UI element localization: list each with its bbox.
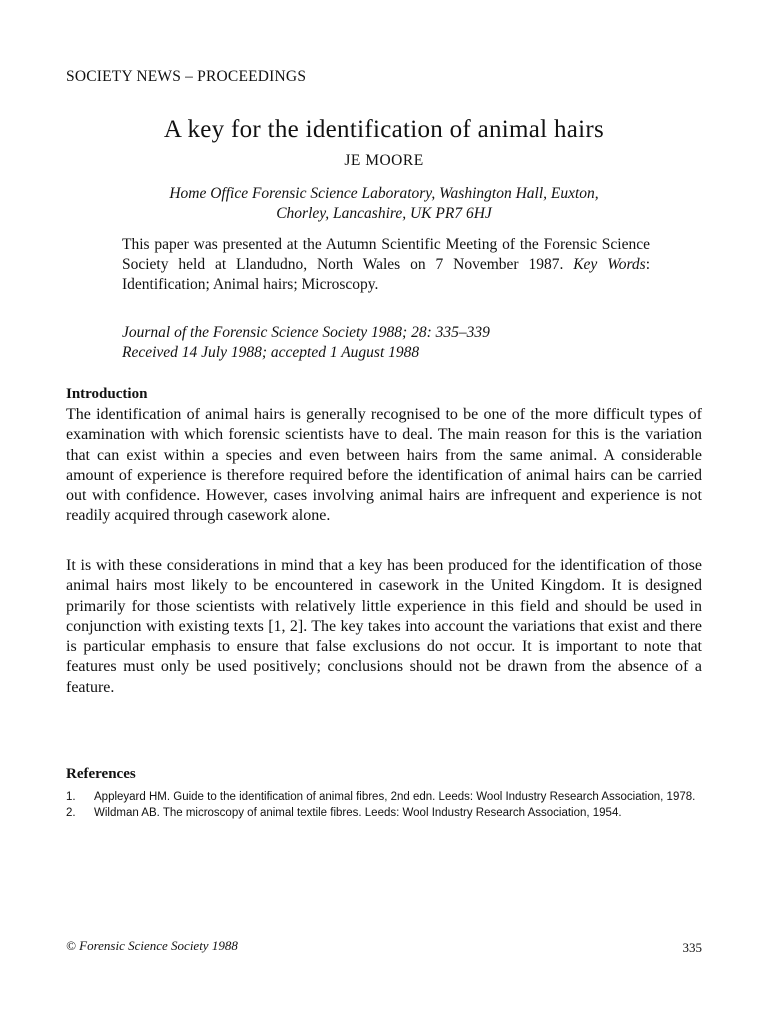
reference-text: Appleyard HM. Guide to the identification of animal fibres, 2nd edn. Leeds: Wool Industry Research Association, 1978.	[94, 791, 696, 803]
reference-list	[66, 790, 706, 821]
introduction-paragraph-1: The identification of animal hairs is generally recognised to be one of the more difficult types of examination with which forensic scientists have to deal. The main reason for this is the variation that can exist within a species and even between hairs from the same animal. A considerable amount of experience is therefore required before the identification of animal hairs can be carried out with confidence. However, cases involving animal hairs are infrequent and experience is not readily acquired through casework alone.	[66, 406, 702, 525]
journal-citation: Journal of the Forensic Science Society 1988; 28: 335–339	[122, 324, 490, 341]
keywords-list: : Identification; Animal hairs; Microscopy.	[122, 256, 650, 293]
received-dates: Received 14 July 1988; accepted 1 August 1988	[122, 344, 420, 361]
introduction-paragraph-2: It is with these considerations in mind that a key has been produced for the identification of those animal hairs most likely to be encountered in casework in the United Kingdom. It is designed primarily for those scientists with relatively little experience in this field and should be used in conjunction with existing texts [1, 2]. The key takes into account the variations that exist and there is particular emphasis to ensure that false exclusions do not occur. It is important to note that features must only be used positively; conclusions should not be drawn from the absence of a feature.	[66, 557, 702, 696]
reference-item	[66, 806, 706, 821]
reference-item	[66, 790, 706, 805]
section-label: SOCIETY NEWS – PROCEEDINGS	[66, 68, 307, 85]
affiliation-line-1: Home Office Forensic Science Laboratory, Washington Hall, Euxton,	[169, 185, 599, 202]
reference-text: Wildman AB. The microscopy of animal textile fibres. Leeds: Wool Industry Research Association, 1954.	[94, 806, 622, 819]
references-heading: References	[66, 766, 136, 782]
reference-number: 1.	[66, 791, 76, 803]
author-affiliation	[0, 184, 768, 224]
introduction-heading: Introduction	[66, 386, 148, 402]
presentation-text: This paper was presented at the Autumn Scientific Meeting of the Forensic Science Society held at Llandudno, North Wales on 7 November 1987.	[122, 236, 650, 273]
paper-title: A key for the identification of animal hairs	[163, 116, 605, 143]
author-name: JE MOORE	[344, 152, 424, 169]
journal-info	[122, 323, 682, 363]
affiliation-line-2: Chorley, Lancashire, UK PR7 6HJ	[276, 205, 492, 222]
page-number: 335	[682, 940, 702, 955]
reference-number: 2.	[66, 806, 76, 819]
presentation-note	[122, 235, 650, 295]
copyright-notice: © Forensic Science Society 1988	[66, 938, 238, 953]
keywords-label: Key Words	[573, 256, 646, 273]
